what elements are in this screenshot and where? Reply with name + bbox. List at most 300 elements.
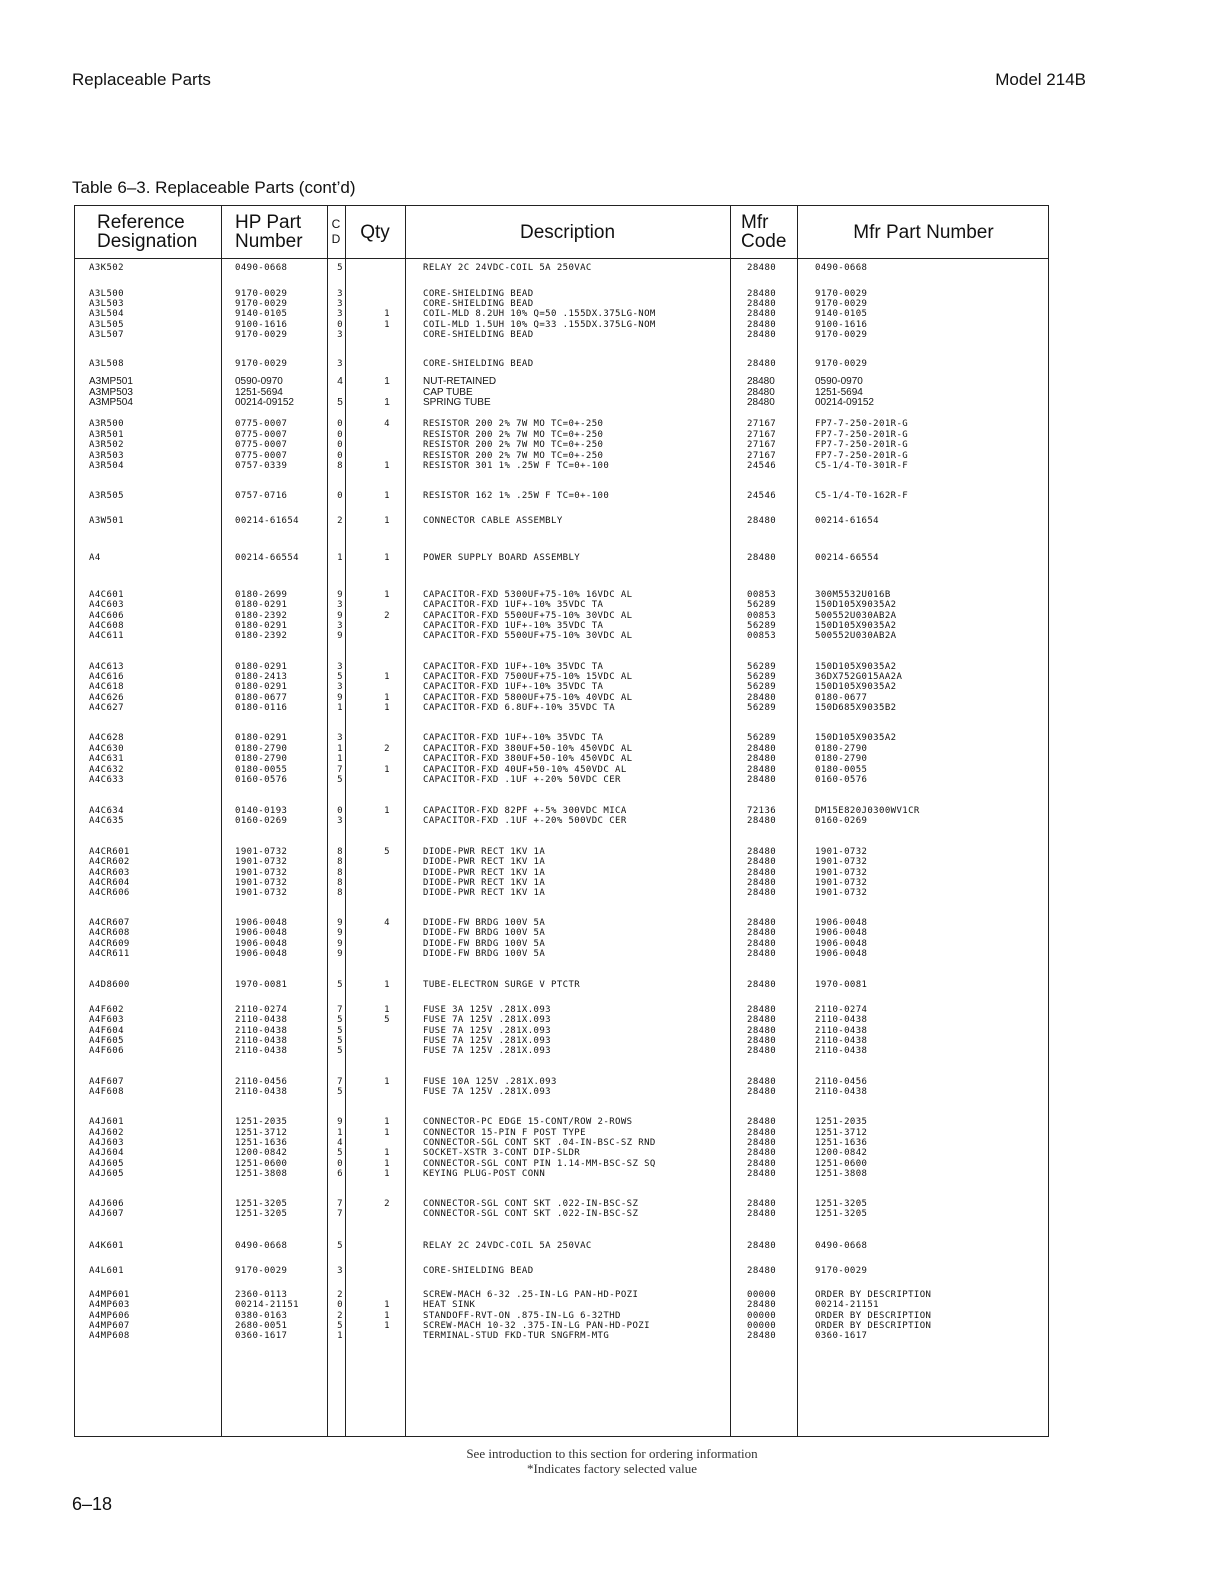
hp-part-number-cell: 0140-0193	[235, 806, 288, 816]
mfr-part-number-cell: C5-1/4-T0-301R-F	[815, 461, 909, 471]
cd-cell: 7	[337, 1199, 343, 1209]
reference-designation-cell: A4J604	[89, 1148, 124, 1158]
reference-designation-cell: A3L500	[89, 289, 124, 299]
mfr-part-number-cell: C5-1/4-T0-162R-F	[815, 491, 909, 501]
mfr-code-cell: 28480	[747, 387, 775, 398]
mfr-part-number-cell: 2110-0438	[815, 1026, 868, 1036]
table-row	[75, 1015, 1050, 1026]
cd-cell: 3	[337, 359, 343, 369]
header-mfr-code: Mfr Code	[741, 212, 787, 252]
mfr-code-cell: 28480	[747, 980, 777, 990]
mfr-part-number-cell: FP7-7-250-201R-G	[815, 430, 909, 440]
table-row	[75, 1087, 1050, 1098]
table-row	[75, 703, 1050, 714]
mfr-part-number-cell: 300M5532U016B	[815, 590, 891, 600]
mfr-code-cell: 28480	[747, 775, 777, 785]
mfr-code-cell: 27167	[747, 419, 777, 429]
mfr-code-cell: 28480	[747, 949, 777, 959]
mfr-code-cell: 56289	[747, 621, 777, 631]
qty-cell: 2	[384, 611, 390, 621]
qty-cell: 1	[384, 1311, 390, 1321]
hp-part-number-cell: 9170-0029	[235, 330, 288, 340]
reference-designation-cell: A4C627	[89, 703, 124, 713]
hp-part-number-cell: 1251-0600	[235, 1159, 288, 1169]
cd-cell: 9	[337, 631, 343, 641]
cd-cell: 7	[337, 1077, 343, 1087]
mfr-code-cell: 27167	[747, 440, 777, 450]
mfr-part-number-cell: 2110-0438	[815, 1046, 868, 1056]
hp-part-number-cell: 2680-0051	[235, 1321, 288, 1331]
cd-cell: 9	[337, 949, 343, 959]
cd-cell: 3	[337, 299, 343, 309]
mfr-code-cell: 28480	[747, 289, 777, 299]
reference-designation-cell: A3L503	[89, 299, 124, 309]
hp-part-number-cell: 9140-0105	[235, 309, 288, 319]
hp-part-number-cell: 0180-2699	[235, 590, 288, 600]
reference-designation-cell: A4CR603	[89, 868, 130, 878]
hp-part-number-cell: 2110-0438	[235, 1046, 288, 1056]
mfr-part-number-cell: 36DX752G015AA2A	[815, 672, 903, 682]
description-cell: SOCKET-XSTR 3-CONT DIP-SLDR	[423, 1148, 581, 1158]
cd-cell: 9	[337, 1117, 343, 1127]
table-row	[75, 309, 1050, 320]
description-cell: CONNECTOR-PC EDGE 15-CONT/ROW 2-ROWS	[423, 1117, 633, 1127]
hp-part-number-cell: 9170-0029	[235, 1266, 288, 1276]
header-hp-part-number: HP Part Number	[235, 212, 303, 252]
qty-cell: 1	[384, 491, 390, 501]
qty-cell: 1	[384, 980, 390, 990]
description-cell: NUT-RETAINED	[423, 376, 497, 387]
cd-cell: 5	[337, 775, 343, 785]
qty-cell: 1	[384, 1169, 390, 1179]
table-row	[75, 1169, 1050, 1180]
mfr-part-number-cell: 0180-0677	[815, 693, 868, 703]
mfr-code-cell: 28480	[747, 263, 777, 273]
cd-cell: 3	[337, 816, 343, 826]
description-cell: RESISTOR 200 2% 7W MO TC=0+-250	[423, 430, 604, 440]
description-cell: RELAY 2C 24VDC-COIL 5A 250VAC	[423, 1241, 592, 1251]
hp-part-number-cell: 0775-0007	[235, 451, 288, 461]
reference-designation-cell: A4CR607	[89, 918, 130, 928]
mfr-part-number-cell: 00214-09152	[815, 397, 874, 408]
reference-designation-cell: A4F603	[89, 1015, 124, 1025]
hp-part-number-cell: 0180-0116	[235, 703, 288, 713]
reference-designation-cell: A3L504	[89, 309, 124, 319]
table-row	[75, 1266, 1050, 1277]
description-cell: CAPACITOR-FXD .1UF +-20% 500VDC CER	[423, 816, 627, 826]
reference-designation-cell: A4F608	[89, 1087, 124, 1097]
qty-cell: 1	[384, 703, 390, 713]
hp-part-number-cell: 1901-0732	[235, 847, 288, 857]
mfr-code-cell: 56289	[747, 703, 777, 713]
hp-part-number-cell: 0180-0291	[235, 682, 288, 692]
mfr-code-cell: 28480	[747, 1159, 777, 1169]
hp-part-number-cell: 00214-09152	[235, 397, 294, 408]
mfr-code-cell: 28480	[747, 754, 777, 764]
mfr-part-number-cell: 150D105X9035A2	[815, 600, 897, 610]
mfr-code-cell: 28480	[747, 1241, 777, 1251]
mfr-code-cell: 28480	[747, 376, 775, 387]
reference-designation-cell: A4C632	[89, 765, 124, 775]
mfr-part-number-cell: 150D105X9035A2	[815, 733, 897, 743]
mfr-code-cell: 28480	[747, 1138, 777, 1148]
reference-designation-cell: A4C633	[89, 775, 124, 785]
qty-cell: 2	[384, 1199, 390, 1209]
mfr-part-number-cell: 0590-0970	[815, 376, 863, 387]
reference-designation-cell: A4CR604	[89, 878, 130, 888]
table-row	[75, 516, 1050, 527]
reference-designation-cell: A3K502	[89, 263, 124, 273]
mfr-code-cell: 28480	[747, 1117, 777, 1127]
reference-designation-cell: A3R505	[89, 491, 124, 501]
mfr-code-cell: 28480	[747, 1209, 777, 1219]
hp-part-number-cell: 1251-3205	[235, 1199, 288, 1209]
table-row	[75, 857, 1050, 868]
table-row	[75, 682, 1050, 693]
reference-designation-cell: A3L508	[89, 359, 124, 369]
mfr-part-number-cell: 9170-0029	[815, 289, 868, 299]
mfr-part-number-cell: 00214-61654	[815, 516, 880, 526]
description-cell: DIODE-FW BRDG 100V 5A	[423, 928, 546, 938]
mfr-part-number-cell: 1251-3808	[815, 1169, 868, 1179]
description-cell: FUSE 7A 125V .281X.093	[423, 1026, 552, 1036]
cd-cell: 8	[337, 888, 343, 898]
description-cell: CAPACITOR-FXD 1UF+-10% 35VDC TA	[423, 600, 604, 610]
table-row	[75, 1148, 1050, 1159]
description-cell: CAP TUBE	[423, 387, 473, 398]
mfr-part-number-cell: 9170-0029	[815, 330, 868, 340]
mfr-code-cell: 28480	[747, 1128, 777, 1138]
hp-part-number-cell: 9170-0029	[235, 359, 288, 369]
table-row	[75, 1331, 1050, 1342]
description-cell: SPRING TUBE	[423, 397, 491, 408]
mfr-code-cell: 28480	[747, 939, 777, 949]
hp-part-number-cell: 0490-0668	[235, 263, 288, 273]
description-cell: DIODE-PWR RECT 1KV 1A	[423, 857, 546, 867]
description-cell: CAPACITOR-FXD 5500UF+75-10% 30VDC AL	[423, 611, 633, 621]
table-row	[75, 553, 1050, 564]
mfr-part-number-cell: 0490-0668	[815, 263, 868, 273]
mfr-code-cell: 28480	[747, 693, 777, 703]
mfr-code-cell: 56289	[747, 672, 777, 682]
description-cell: CORE-SHIELDING BEAD	[423, 359, 534, 369]
cd-cell: 8	[337, 847, 343, 857]
description-cell: CAPACITOR-FXD 1UF+-10% 35VDC TA	[423, 733, 604, 743]
table-row	[75, 816, 1050, 827]
footnote-factory-selected: *Indicates factory selected value	[527, 1461, 697, 1476]
reference-designation-cell: A4CR611	[89, 949, 130, 959]
table-row	[75, 949, 1050, 960]
cd-cell: 1	[337, 744, 343, 754]
qty-cell: 1	[384, 765, 390, 775]
mfr-code-cell: 00853	[747, 611, 777, 621]
mfr-part-number-cell: ORDER BY DESCRIPTION	[815, 1311, 932, 1321]
hp-part-number-cell: 0757-0716	[235, 491, 288, 501]
table-row	[75, 1117, 1050, 1128]
hp-part-number-cell: 0380-0163	[235, 1311, 288, 1321]
description-cell: CONNECTOR CABLE ASSEMBLY	[423, 516, 563, 526]
reference-designation-cell: A4C630	[89, 744, 124, 754]
mfr-part-number-cell: FP7-7-250-201R-G	[815, 419, 909, 429]
reference-designation-cell: A4C611	[89, 631, 124, 641]
reference-designation-cell: A4CR609	[89, 939, 130, 949]
mfr-part-number-cell: 2110-0456	[815, 1077, 868, 1087]
cd-cell: 8	[337, 868, 343, 878]
reference-designation-cell: A3MP503	[89, 387, 133, 398]
mfr-code-cell: 28480	[747, 1266, 777, 1276]
table-row	[75, 754, 1050, 765]
header-mfr-part-number: Mfr Part Number	[853, 221, 994, 243]
mfr-code-cell: 28480	[747, 928, 777, 938]
qty-cell: 1	[384, 1077, 390, 1087]
reference-designation-cell: A3W501	[89, 516, 124, 526]
table-row	[75, 733, 1050, 744]
hp-part-number-cell: 2110-0438	[235, 1015, 288, 1025]
hp-part-number-cell: 1251-5694	[235, 387, 283, 398]
cd-cell: 9	[337, 918, 343, 928]
hp-part-number-cell: 0490-0668	[235, 1241, 288, 1251]
description-cell: KEYING PLUG-POST CONN	[423, 1169, 546, 1179]
description-cell: FUSE 7A 125V .281X.093	[423, 1087, 552, 1097]
mfr-code-cell: 28480	[747, 1046, 777, 1056]
hp-part-number-cell: 0775-0007	[235, 440, 288, 450]
table-row	[75, 1209, 1050, 1220]
table-row	[75, 1046, 1050, 1057]
description-cell: SCREW-MACH 10-32 .375-IN-LG PAN-HD-POZI	[423, 1321, 650, 1331]
mfr-code-cell: 28480	[747, 918, 777, 928]
cd-cell: 9	[337, 611, 343, 621]
description-cell: COIL-MLD 8.2UH 10% Q=50 .155DX.375LG-NOM	[423, 309, 656, 319]
mfr-part-number-cell: 1251-5694	[815, 387, 863, 398]
mfr-code-cell: 28480	[747, 516, 777, 526]
reference-designation-cell: A4L601	[89, 1266, 124, 1276]
hp-part-number-cell: 1251-1636	[235, 1138, 288, 1148]
description-cell: CAPACITOR-FXD .1UF +-20% 50VDC CER	[423, 775, 621, 785]
table-row	[75, 419, 1050, 430]
cd-cell: 3	[337, 600, 343, 610]
description-cell: TUBE-ELECTRON SURGE V PTCTR	[423, 980, 581, 990]
mfr-code-cell: 28480	[747, 857, 777, 867]
cd-cell: 5	[337, 1087, 343, 1097]
footnote	[0, 1446, 1224, 1476]
mfr-code-cell: 28480	[747, 1036, 777, 1046]
mfr-part-number-cell: 9170-0029	[815, 359, 868, 369]
cd-cell: 3	[337, 289, 343, 299]
description-cell: RESISTOR 162 1% .25W F TC=0+-100	[423, 491, 610, 501]
mfr-code-cell: 56289	[747, 662, 777, 672]
reference-designation-cell: A4CR601	[89, 847, 130, 857]
model-header: Model 214B	[995, 70, 1086, 89]
mfr-part-number-cell: 1906-0048	[815, 949, 868, 959]
description-cell: CAPACITOR-FXD 1UF+-10% 35VDC TA	[423, 621, 604, 631]
reference-designation-cell: A3R501	[89, 430, 124, 440]
hp-part-number-cell: 0180-0291	[235, 600, 288, 610]
cd-cell: 9	[337, 928, 343, 938]
qty-cell: 1	[384, 461, 390, 471]
reference-designation-cell: A4C601	[89, 590, 124, 600]
reference-designation-cell: A4J605	[89, 1159, 124, 1169]
cd-cell: 0	[337, 419, 343, 429]
qty-cell: 1	[384, 1005, 390, 1015]
mfr-code-cell: 28480	[747, 1148, 777, 1158]
hp-part-number-cell: 2360-0113	[235, 1290, 288, 1300]
mfr-part-number-cell: 150D105X9035A2	[815, 682, 897, 692]
cd-cell: 1	[337, 1331, 343, 1341]
reference-designation-cell: A4	[89, 553, 101, 563]
mfr-part-number-cell: 2110-0438	[815, 1015, 868, 1025]
hp-part-number-cell: 9170-0029	[235, 299, 288, 309]
reference-designation-cell: A4D8600	[89, 980, 130, 990]
reference-designation-cell: A4MP603	[89, 1300, 130, 1310]
table-row	[75, 461, 1050, 472]
hp-part-number-cell: 2110-0438	[235, 1036, 288, 1046]
reference-designation-cell: A4C608	[89, 621, 124, 631]
hp-part-number-cell: 1906-0048	[235, 918, 288, 928]
qty-cell: 4	[384, 419, 390, 429]
description-cell: CAPACITOR-FXD 1UF+-10% 35VDC TA	[423, 662, 604, 672]
mfr-code-cell: 00000	[747, 1290, 777, 1300]
cd-cell: 8	[337, 878, 343, 888]
reference-designation-cell: A4C634	[89, 806, 124, 816]
cd-cell: 1	[337, 703, 343, 713]
cd-cell: 5	[337, 397, 343, 408]
qty-cell: 1	[384, 516, 390, 526]
qty-cell: 1	[384, 397, 390, 408]
qty-cell: 1	[384, 1117, 390, 1127]
mfr-code-cell: 27167	[747, 430, 777, 440]
cd-cell: 2	[337, 516, 343, 526]
cd-cell: 5	[337, 263, 343, 273]
description-cell: TERMINAL-STUD FKD-TUR SNGFRM-MTG	[423, 1331, 610, 1341]
table-row	[75, 1300, 1050, 1311]
mfr-code-cell: 28480	[747, 888, 777, 898]
mfr-part-number-cell: 1251-2035	[815, 1117, 868, 1127]
reference-designation-cell: A4J607	[89, 1209, 124, 1219]
description-cell: POWER SUPPLY BOARD ASSEMBLY	[423, 553, 581, 563]
mfr-part-number-cell: 0180-2790	[815, 744, 868, 754]
reference-designation-cell: A4C626	[89, 693, 124, 703]
description-cell: CORE-SHIELDING BEAD	[423, 289, 534, 299]
mfr-part-number-cell: 2110-0274	[815, 1005, 868, 1015]
hp-part-number-cell: 00214-21151	[235, 1300, 300, 1310]
mfr-code-cell: 00000	[747, 1321, 777, 1331]
description-cell: CONNECTOR-SGL CONT SKT .04-IN-BSC-SZ RND	[423, 1138, 656, 1148]
reference-designation-cell: A4J601	[89, 1117, 124, 1127]
hp-part-number-cell: 0180-2392	[235, 611, 288, 621]
reference-designation-cell: A3L507	[89, 330, 124, 340]
mfr-part-number-cell: 1200-0842	[815, 1148, 868, 1158]
hp-part-number-cell: 0775-0007	[235, 430, 288, 440]
cd-cell: 0	[337, 491, 343, 501]
qty-cell: 4	[384, 918, 390, 928]
cd-cell: 0	[337, 451, 343, 461]
mfr-part-number-cell: FP7-7-250-201R-G	[815, 451, 909, 461]
qty-cell: 2	[384, 744, 390, 754]
cd-cell: 6	[337, 1169, 343, 1179]
header-qty: Qty	[360, 221, 390, 243]
table-row	[75, 263, 1050, 274]
description-cell: SCREW-MACH 6-32 .25-IN-LG PAN-HD-POZI	[423, 1290, 639, 1300]
mfr-code-cell: 28480	[747, 359, 777, 369]
mfr-part-number-cell: FP7-7-250-201R-G	[815, 440, 909, 450]
reference-designation-cell: A4CR606	[89, 888, 130, 898]
mfr-part-number-cell: ORDER BY DESCRIPTION	[815, 1290, 932, 1300]
mfr-part-number-cell: 9100-1616	[815, 320, 868, 330]
description-cell: CORE-SHIELDING BEAD	[423, 1266, 534, 1276]
mfr-part-number-cell: 1906-0048	[815, 939, 868, 949]
mfr-code-cell: 28480	[747, 299, 777, 309]
table-row	[75, 397, 1050, 408]
table-row	[75, 980, 1050, 991]
cd-cell: 3	[337, 662, 343, 672]
cd-cell: 3	[337, 1266, 343, 1276]
reference-designation-cell: A4C606	[89, 611, 124, 621]
hp-part-number-cell: 0360-1617	[235, 1331, 288, 1341]
reference-designation-cell: A3MP504	[89, 397, 133, 408]
qty-cell: 1	[384, 320, 390, 330]
description-cell: RESISTOR 200 2% 7W MO TC=0+-250	[423, 419, 604, 429]
mfr-code-cell: 28480	[747, 816, 777, 826]
cd-cell: 8	[337, 857, 343, 867]
cd-cell: 0	[337, 430, 343, 440]
hp-part-number-cell: 0180-0291	[235, 621, 288, 631]
description-cell: RESISTOR 200 2% 7W MO TC=0+-250	[423, 440, 604, 450]
reference-designation-cell: A4F602	[89, 1005, 124, 1015]
mfr-part-number-cell: 0180-0055	[815, 765, 868, 775]
mfr-part-number-cell: 0160-0269	[815, 816, 868, 826]
hp-part-number-cell: 1200-0842	[235, 1148, 288, 1158]
mfr-part-number-cell: 1901-0732	[815, 868, 868, 878]
mfr-code-cell: 28480	[747, 330, 777, 340]
hp-part-number-cell: 1251-3712	[235, 1128, 288, 1138]
table-row	[75, 376, 1050, 387]
mfr-code-cell: 24546	[747, 491, 777, 501]
cd-cell: 5	[337, 1241, 343, 1251]
mfr-code-cell: 28480	[747, 847, 777, 857]
reference-designation-cell: A4J606	[89, 1199, 124, 1209]
qty-cell: 1	[384, 1159, 390, 1169]
mfr-code-cell: 56289	[747, 600, 777, 610]
cd-cell: 3	[337, 733, 343, 743]
mfr-part-number-cell: DM15E820J0300WV1CR	[815, 806, 920, 816]
reference-designation-cell: A4C635	[89, 816, 124, 826]
header-reference-designation: Reference Designation	[97, 212, 198, 252]
description-cell: CAPACITOR-FXD 5500UF+75-10% 30VDC AL	[423, 631, 633, 641]
description-cell: CAPACITOR-FXD 380UF+50-10% 450VDC AL	[423, 744, 633, 754]
table-row	[75, 600, 1050, 611]
mfr-code-cell: 27167	[747, 451, 777, 461]
description-cell: CONNECTOR-SGL CONT SKT .022-IN-BSC-SZ	[423, 1199, 639, 1209]
description-cell: DIODE-FW BRDG 100V 5A	[423, 949, 546, 959]
reference-designation-cell: A4C631	[89, 754, 124, 764]
mfr-code-cell: 28480	[747, 1199, 777, 1209]
description-cell: CONNECTOR-SGL CONT PIN 1.14-MM-BSC-SZ SQ	[423, 1159, 656, 1169]
description-cell: DIODE-FW BRDG 100V 5A	[423, 918, 546, 928]
reference-designation-cell: A4C616	[89, 672, 124, 682]
mfr-code-cell: 72136	[747, 806, 777, 816]
description-cell: FUSE 7A 125V .281X.093	[423, 1036, 552, 1046]
mfr-part-number-cell: 500552U030AB2A	[815, 631, 897, 641]
cd-cell: 1	[337, 754, 343, 764]
reference-designation-cell: A4MP607	[89, 1321, 130, 1331]
cd-cell: 5	[337, 1321, 343, 1331]
reference-designation-cell: A4F607	[89, 1077, 124, 1087]
reference-designation-cell: A4J605	[89, 1169, 124, 1179]
cd-cell: 2	[337, 1311, 343, 1321]
mfr-code-cell: 28480	[747, 1077, 777, 1087]
table-row	[75, 631, 1050, 642]
mfr-part-number-cell: 2110-0438	[815, 1036, 868, 1046]
